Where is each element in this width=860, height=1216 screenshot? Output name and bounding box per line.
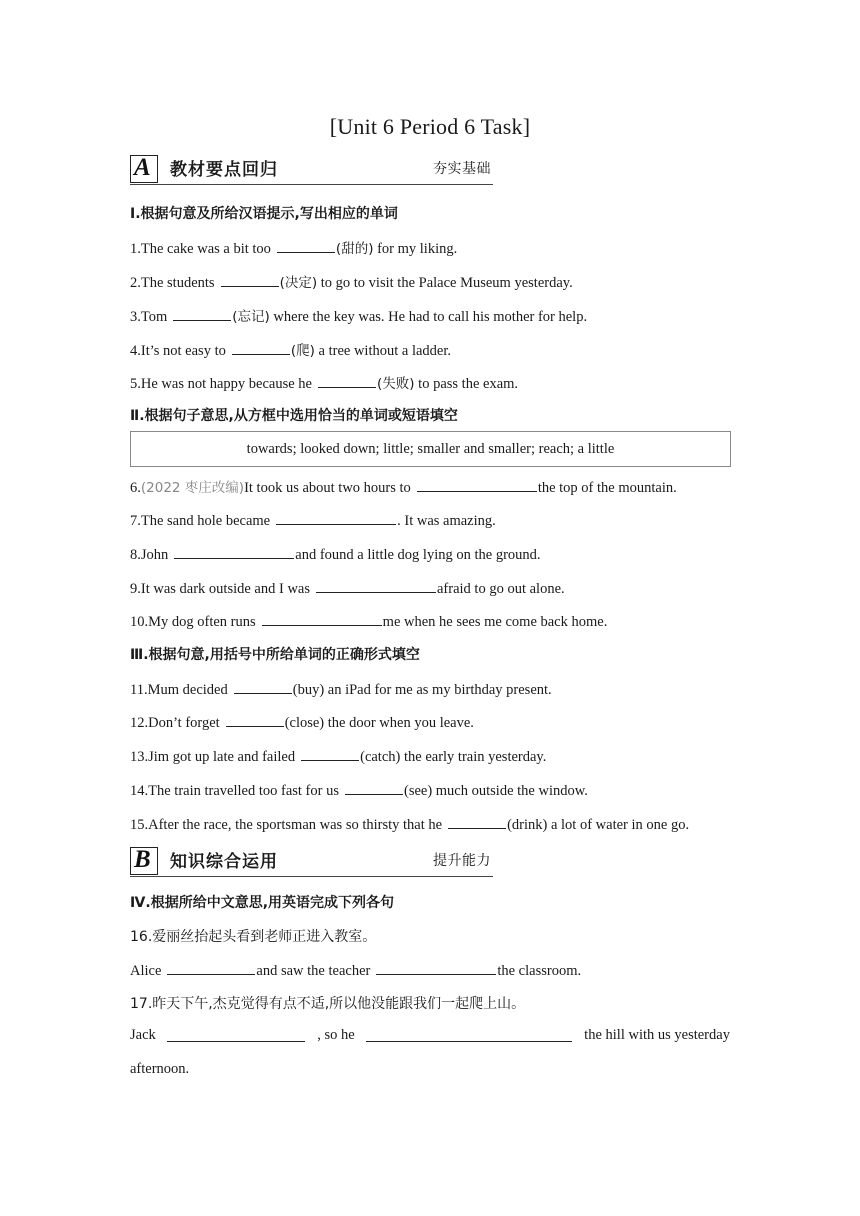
question-17-continued: afternoon. [130,1061,190,1077]
question-10: 10.My dog often runs me when he sees me come back home. [130,611,607,631]
question-1: 1.The cake was a bit too (甜的) for my liking. [130,237,457,258]
question-5: 5.He was not happy because he (失败) to pass the exam. [130,372,518,393]
answer-blank[interactable] [448,814,506,829]
question-14: 14.The train travelled too fast for us (see) much outside the window. [130,780,588,800]
answer-blank[interactable] [167,960,255,975]
section-1-heading: Ⅰ.根据句意及所给汉语提示,写出相应的单词 [130,206,398,222]
section-4-heading: Ⅳ.根据所给中文意思,用英语完成下列各句 [130,895,395,911]
banner-b-tag: 提升能力 [433,853,491,869]
answer-blank[interactable] [417,477,537,492]
answer-blank[interactable] [345,780,403,795]
answer-blank[interactable] [316,578,436,593]
answer-blank[interactable] [234,679,292,694]
answer-blank[interactable] [173,306,231,321]
question-16-answer: Alice and saw the teacher the classroom. [130,960,581,980]
question-2: 2.The students (决定) to go to visit the Palace Museum yesterday. [130,271,573,292]
answer-blank[interactable] [174,544,294,559]
badge-b: B [130,847,158,875]
question-15: 15.After the race, the sportsman was so thirsty that he (drink) a lot of water in one go. [130,814,689,834]
banner-b-title: 知识综合运用 [170,852,278,872]
question-6: 6.(2022 枣庄改编)It took us about two hours to the top of the mountain. [130,476,677,497]
question-13: 13.Jim got up late and failed (catch) the early train yesterday. [130,746,546,766]
banner-a-title: 教材要点回归 [170,160,278,180]
question-17-prompt: 17.昨天下午,杰克觉得有点不适,所以他没能跟我们一起爬上山。 [130,996,526,1012]
answer-blank[interactable] [318,373,376,388]
question-8: 8.John and found a little dog lying on the ground. [130,544,541,564]
badge-a: A [130,155,158,183]
question-16-prompt: 16.爱丽丝抬起头看到老师正进入教室。 [130,929,377,945]
question-17-answer: Jack , so he the hill with us yesterday [130,1027,730,1043]
answer-blank[interactable] [226,712,284,727]
word-box: towards; looked down; little; smaller and smaller; reach; a little [130,431,731,467]
section-3-heading: Ⅲ.根据句意,用括号中所给单词的正确形式填空 [130,647,420,663]
section-banner-a [130,151,493,185]
question-3: 3.Tom (忘记) where the key was. He had to call his mother for help. [130,305,587,326]
question-11: 11.Mum decided (buy) an iPad for me as my birthday present. [130,679,552,699]
answer-blank[interactable] [167,1027,305,1042]
question-4: 4.It’s not easy to (爬) a tree without a ladder. [130,339,451,360]
section-banner-b [130,843,493,877]
page-title: [Unit 6 Period 6 Task] [329,114,531,139]
question-9: 9.It was dark outside and I was afraid to go out alone. [130,578,565,598]
answer-blank[interactable] [301,746,359,761]
answer-blank[interactable] [276,510,396,525]
answer-blank[interactable] [221,272,279,287]
answer-blank[interactable] [366,1027,572,1042]
answer-blank[interactable] [262,611,382,626]
question-7: 7.The sand hole became . It was amazing. [130,510,496,530]
banner-a-tag: 夯实基础 [433,161,491,177]
answer-blank[interactable] [232,340,290,355]
section-2-heading: Ⅱ.根据句子意思,从方框中选用恰当的单词或短语填空 [130,408,458,424]
answer-blank[interactable] [277,238,335,253]
question-12: 12.Don’t forget (close) the door when you leave. [130,712,474,732]
answer-blank[interactable] [376,960,496,975]
